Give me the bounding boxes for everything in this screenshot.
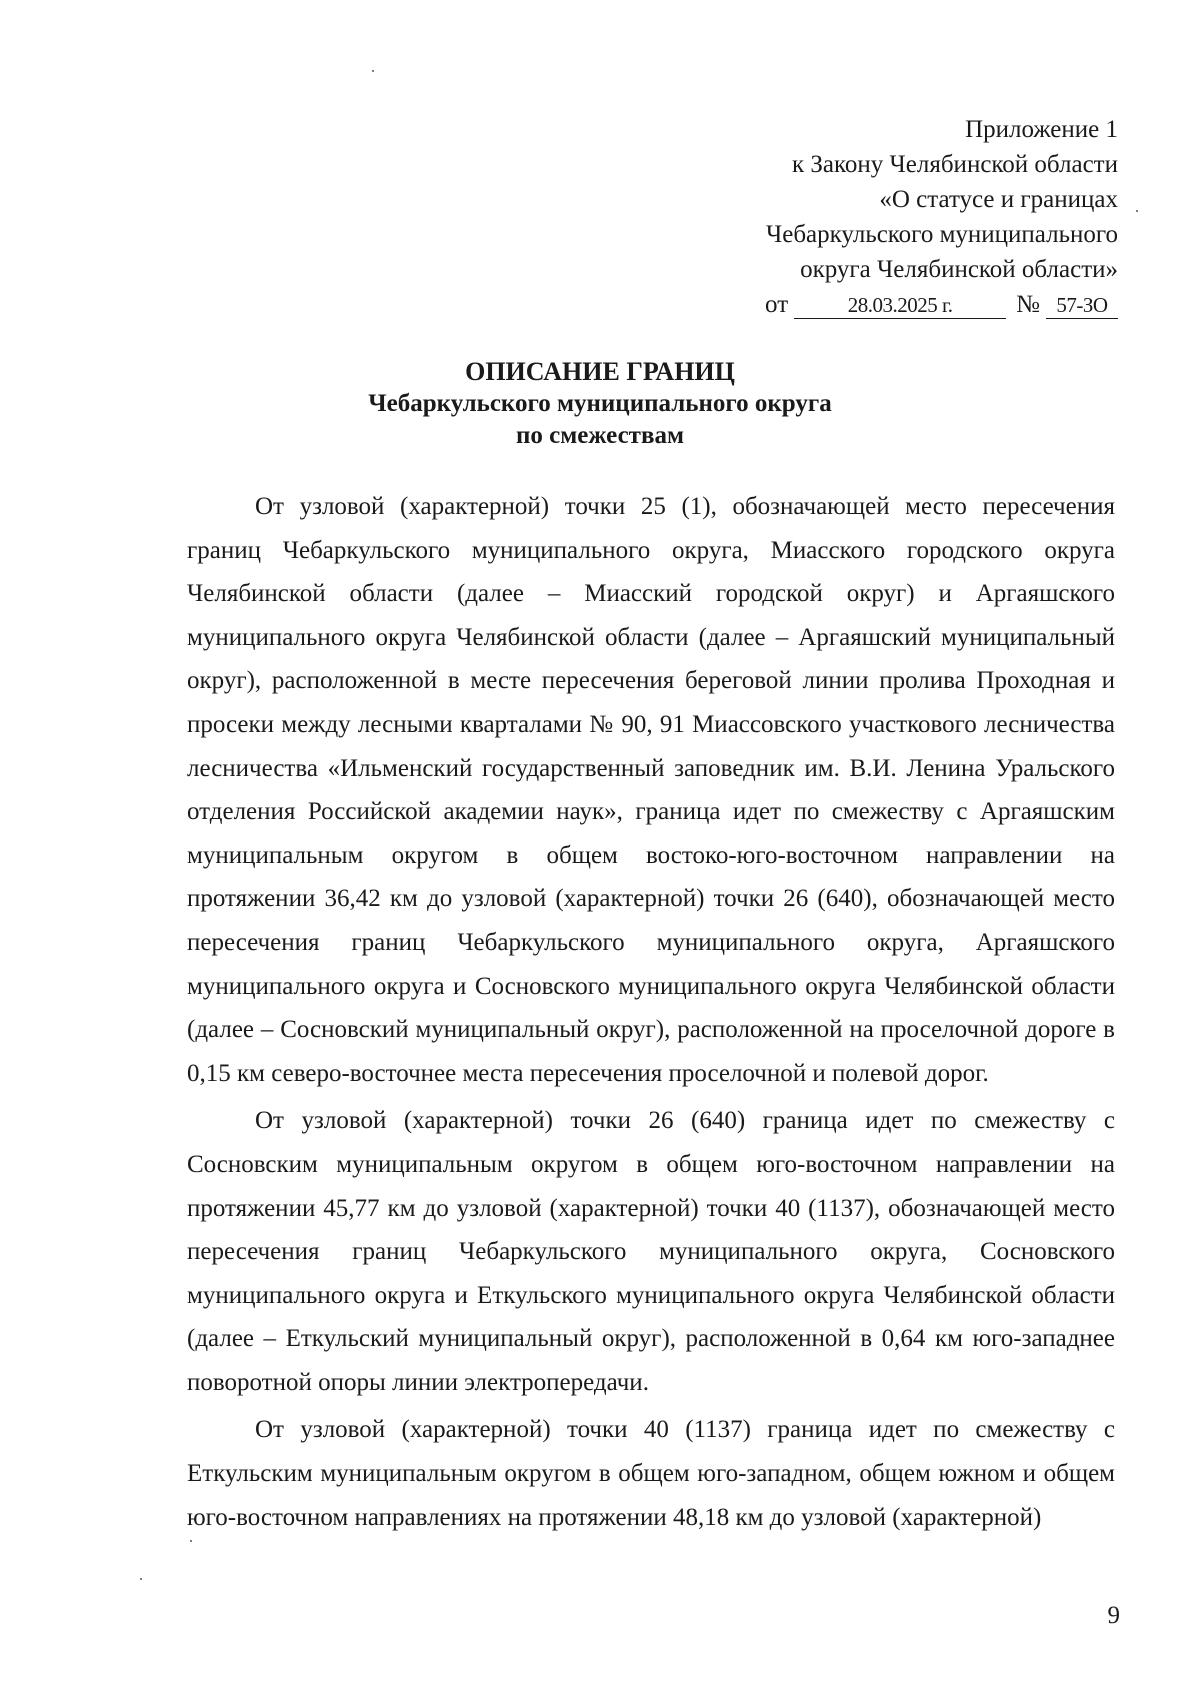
scan-speck	[372, 70, 374, 72]
title-subtitle-2: по смежествам	[516, 422, 684, 449]
appendix-header	[558, 112, 1118, 322]
date-value: 28.03.2025 г.	[794, 292, 1006, 319]
paragraph-1: От узловой (характерной) точки 25 (1), обозначающей место пересечения границ Чебаркульского муниципального округа, Миасского городского округа Челябинской области (далее – Миасский городской округ) и Аргаяшского муниципального округа Челябинской области (далее – Аргаяшский муниципальный округ), расположенной в месте пересечения береговой линии пролива Проходная и просеки между лесными кварталами № 90, 91 Миассовского участкового лесничества лесничества «Ильменский государственный заповедник им. В.И. Ленина Уральского отделения Российской академии наук», граница идет по смежеству с Аргаяшским муниципальным округом в общем востоко-юго-восточном направлении на протяжении 36,42 км до узловой (характерной) точки 26 (640), обозначающей место пересечения границ Чебаркульского муниципального округа, Аргаяшского муниципального округа и Сосновского муниципального округа Челябинской области (далее – Сосновский муниципальный округ), расположенной на проселочной дороге в 0,15 км северо-восточнее места пересечения проселочной и полевой дорог.	[187, 493, 1115, 1087]
document-body	[187, 485, 1115, 1543]
appendix-line-1: Приложение 1	[965, 116, 1118, 143]
paragraph-3: От узловой (характерной) точки 40 (1137) граница идет по смежеству с Еткульским муниципальным округом в общем юго-западном, общем южном и общем юго-восточном направлениях на протяжении 48,18 км до узловой (характерной)	[187, 1416, 1115, 1531]
title-subtitle-1: Чебаркульского муниципального округа	[368, 390, 832, 417]
scan-speck	[190, 1540, 192, 1542]
appendix-date-line	[558, 287, 1118, 322]
date-prefix: от	[765, 291, 789, 318]
page-number: 9	[1107, 1602, 1120, 1629]
paragraph-2: От узловой (характерной) точки 26 (640) граница идет по смежеству с Сосновским муниципальным округом в общем юго-восточном направлении на протяжении 45,77 км до узловой (характерной) точки 40 (1137), обозначающей место пересечения границ Чебаркульского муниципального округа, Сосновского муниципального округа и Еткульского муниципального округа Челябинской области (далее – Еткульский муниципальный округ), расположенной в 0,64 км юго-западнее поворотной опоры линии электропередачи.	[187, 1107, 1115, 1396]
appendix-line-4: Чебаркульского муниципального	[765, 221, 1118, 248]
number-value: 57-ЗО	[1046, 292, 1118, 319]
appendix-line-3: «О статусе и границах	[879, 186, 1118, 213]
document-title	[0, 356, 1200, 452]
scan-speck	[1136, 210, 1138, 212]
appendix-line-2: к Закону Челябинской области	[792, 151, 1118, 178]
appendix-line-5: округа Челябинской области»	[800, 256, 1118, 283]
scan-speck	[140, 1578, 142, 1580]
number-prefix: №	[1016, 291, 1040, 318]
title-main: ОПИСАНИЕ ГРАНИЦ	[465, 357, 735, 386]
